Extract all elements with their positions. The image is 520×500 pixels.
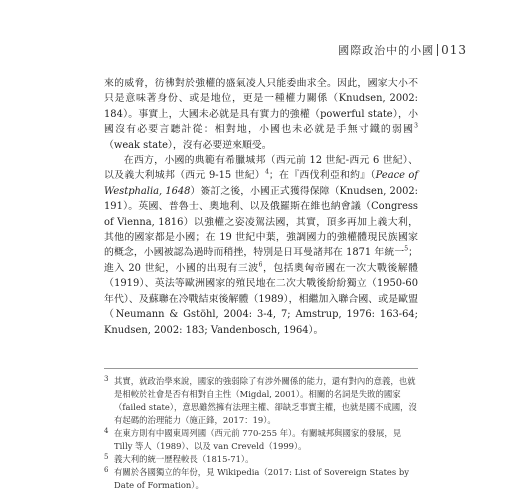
footnote-text: 在東方則有中國東周列國（西元前 770-255 年）。有關城邦與國家的發展，見 Tilly 等人（1989）、以及 van Creveld（1999）。	[114, 428, 402, 451]
header-divider	[437, 44, 438, 56]
treaty-title: Peace of Westphalia, 1648	[104, 170, 418, 197]
running-title: 國際政治中的小國	[338, 44, 435, 57]
footnote-ref-6[interactable]: 6	[258, 261, 263, 269]
main-text	[104, 76, 418, 338]
footnote-number: 6	[104, 466, 109, 474]
footnote-ref-3[interactable]: 3	[414, 122, 418, 130]
footnote-4	[104, 427, 418, 453]
footnote-ref-4[interactable]: 4	[265, 169, 269, 177]
running-header	[338, 42, 467, 58]
footnote-text: 其實，就政治學來說，國家的強弱除了有涉外關係的能力，還有對內的意義，也就是相較於社會是否有相對自主性（Migdal, 2001）。相關的名詞是失敗的國家（failed state），意思雖然擁有法理主權、卻缺乏事實主權，也就是國不成國，沒有起碼的治理能力（施正鋒，2017：19）。	[114, 376, 417, 425]
paragraph-2-c: ）簽訂之後，小國正式獲得保障（Knudsen, 2002: 191）。英國、普魯士、奧地利、以及俄羅斯在維也納會議（Congress of Vienna, 1816）以強權之姿凌駕法國，其實，頂多再加上義大利，其他的國家都是小國；在 19 世紀中葉，強調國力的強權體現民族國家的概念，小國被認為過時而稍挫，特別是日耳曼諸邦在 1871 年統一	[104, 185, 418, 259]
footnote-5	[104, 453, 418, 466]
page-number: 013	[441, 43, 467, 57]
footnotes	[104, 375, 418, 492]
footnote-number: 4	[104, 427, 109, 435]
footnote-ref-5[interactable]: 5	[404, 246, 409, 254]
paragraph-2-a: 在西方，小國的典範有希臘城邦（西元前 12 世紀-西元 6 世紀）、以及義大利城邦（西元 9-15 世紀）	[104, 155, 418, 182]
paragraph-1-tail: （weak state），沒有必要逆來順受。	[104, 139, 272, 151]
footnote-number: 5	[104, 453, 109, 461]
paragraph-1	[104, 76, 418, 153]
footnote-3	[104, 375, 418, 427]
footnote-6	[104, 466, 418, 492]
footnote-number: 3	[104, 375, 109, 383]
paragraph-2-d: ；進入 20 世紀，小國的出現有三波	[104, 247, 418, 274]
footnote-divider	[104, 368, 418, 369]
paragraph-2	[104, 153, 418, 338]
paragraph-1-text: 來的威脅，彷彿對於強權的盛氣凌人只能委曲求全。因此，國家大小不只是意味著身份、或是地位，更是一種權力關係（Knudsen, 2002: 184）。事實上，大國未必就是具有實力的強權（powerful state），小國沒有必要言聽計從：相對地，小國也未必就是手無寸鐵的弱國	[104, 78, 418, 136]
paragraph-2-e: ，包括奧匈帝國在一次大戰後解體（1919）、英法等歐洲國家的殖民地在二次大戰後紛紛獨立（1950-60 年代）、及蘇聯在冷戰結束後解體（1989），相繼加入聯合國、或是歐盟（Neumann & Gstöhl, 2004: 3-4, 7; Amstrup, 1976: 163-64; Knudsen, 2002: 183; Vandenbosch, 1964）。	[104, 262, 418, 336]
paragraph-2-b: ；在『西伐利亞和約』（	[268, 170, 376, 182]
footnote-text: 有關於各國獨立的年份，見 Wikipedia（2017: List of Sovereign States by Date of Formation）。	[114, 467, 409, 490]
footnote-text: 義大利的統一歷程較長（1815-71）。	[114, 454, 254, 464]
